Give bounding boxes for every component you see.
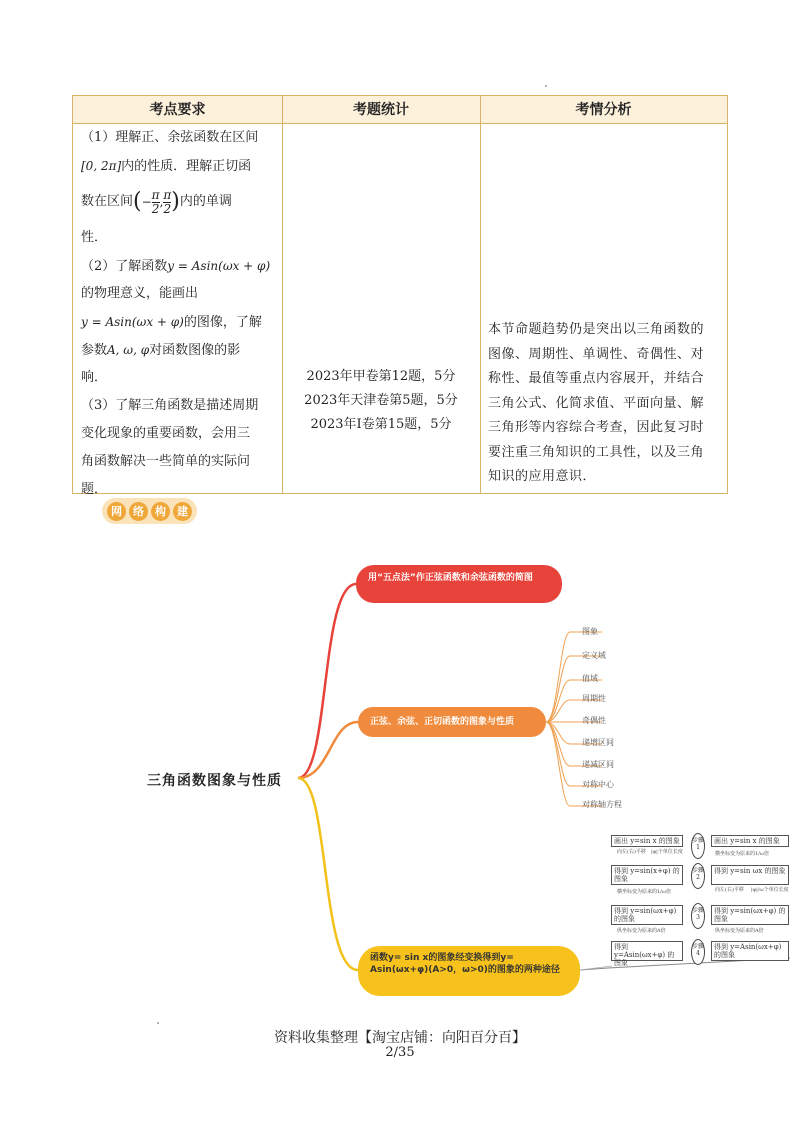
leaf-axis: 对称轴方程 bbox=[582, 800, 622, 809]
req-line bbox=[81, 124, 277, 152]
req-line bbox=[81, 224, 277, 252]
req-line bbox=[81, 420, 277, 448]
frac-den: 2 bbox=[163, 201, 172, 216]
req-line bbox=[81, 152, 277, 180]
scan-dot bbox=[545, 85, 547, 87]
stats-cell bbox=[283, 365, 479, 437]
step-right-3: 得到 y=sin(ωx+φ) 的图象 bbox=[711, 905, 789, 925]
req-text: 内的单调 bbox=[179, 194, 232, 209]
transform-steps bbox=[611, 833, 791, 971]
branch-five-point: 用“五点法”作正弦函数和余弦函数的简图 bbox=[356, 565, 562, 603]
req-line bbox=[81, 308, 277, 336]
req-text: 题． bbox=[81, 482, 108, 497]
frac-num: π bbox=[163, 187, 172, 202]
step-right-2: 得到 y=sin ωx 的图象 bbox=[711, 865, 789, 885]
analysis-line: 本节命题趋势仍是突出以三角函数的 bbox=[488, 322, 705, 337]
leaf-decreasing: 递减区间 bbox=[582, 760, 614, 769]
analysis-line: 要注重三角知识的工具性，以及三角 bbox=[488, 444, 705, 460]
req-line bbox=[81, 448, 277, 476]
leaf-parity: 奇偶性 bbox=[582, 716, 606, 725]
req-text: 变化现象的重要函数，会用三 bbox=[81, 426, 251, 441]
analysis-line: 称性、最值等重点内容展开，并结合 bbox=[488, 371, 705, 386]
badge-char: 络 bbox=[129, 502, 148, 521]
req-text: （2）了解函数 bbox=[81, 259, 168, 274]
frac-num: π bbox=[151, 187, 160, 202]
req-line bbox=[81, 336, 277, 364]
params-formula: A, ω, φ bbox=[107, 343, 150, 357]
step-label-4: 步骤4 bbox=[691, 939, 705, 965]
req-line bbox=[81, 364, 277, 392]
page-number: 2/35 bbox=[385, 1045, 415, 1060]
mindmap-center: 三角函数图象与性质 bbox=[147, 773, 282, 789]
fraction bbox=[152, 189, 160, 216]
note-left-shift-amount: |φ|个单位长度 bbox=[651, 849, 683, 855]
badge-char: 网 bbox=[107, 502, 126, 521]
step-label-2: 步骤2 bbox=[691, 863, 705, 889]
sin-formula: y = Asin(ωx + φ) bbox=[167, 259, 271, 273]
step-label-3: 步骤3 bbox=[691, 903, 705, 929]
analysis-cell bbox=[488, 318, 720, 490]
req-text: 内的性质．理解正切函 bbox=[121, 159, 252, 174]
req-line bbox=[81, 180, 277, 224]
req-text: 的图像，了解 bbox=[183, 315, 262, 330]
leaf-range: 值域 bbox=[582, 674, 598, 683]
exam-table bbox=[72, 95, 728, 497]
paren-right: ) bbox=[171, 189, 180, 214]
step-left-2: 得到 y=sin(x+φ) 的图象 bbox=[611, 865, 683, 885]
sin-formula: y = Asin(ωx + φ) bbox=[81, 315, 184, 329]
interval-formula: [0, 2π] bbox=[81, 159, 122, 173]
req-text: 对函数图像的影 bbox=[149, 343, 241, 358]
leaf-center: 对称中心 bbox=[582, 780, 614, 789]
note-right-shift: 向左(右)平移 bbox=[715, 887, 744, 893]
req-line bbox=[81, 280, 277, 308]
leaf-period: 周期性 bbox=[582, 694, 606, 703]
leaf-graph: 图象 bbox=[582, 627, 598, 636]
fraction bbox=[163, 189, 171, 216]
leaf-domain: 定义域 bbox=[582, 651, 606, 660]
req-line bbox=[81, 392, 277, 420]
req-text: 数在区间 bbox=[81, 194, 134, 209]
header-requirements: 考点要求 bbox=[149, 102, 206, 118]
requirements-cell bbox=[81, 124, 277, 504]
paren-left: ( bbox=[133, 189, 142, 214]
section-badge bbox=[102, 498, 197, 524]
column-divider bbox=[480, 96, 481, 493]
badge-char: 建 bbox=[173, 502, 192, 521]
note-left-shift: 向左(右)平移 bbox=[617, 849, 646, 855]
req-text: 参数 bbox=[81, 343, 108, 358]
stat-line: 2023年Ⅰ卷第15题，5分 bbox=[310, 417, 452, 432]
note-left-amplitude: 纵坐标变为原来的A倍 bbox=[617, 928, 666, 934]
step-left-3: 得到 y=sin(ωx+φ) 的图象 bbox=[611, 905, 683, 925]
req-text: 响． bbox=[81, 370, 108, 385]
comma: , bbox=[159, 195, 164, 209]
branch-transform: 函数y= sin x的图象经变换得到y= Asin(ωx+φ)(A>0，ω>0)的图象的两种途径 bbox=[358, 946, 580, 996]
footer-source: 资料收集整理【淘宝店铺：向阳百分百】 bbox=[274, 1030, 526, 1046]
step-right-4: 得到 y=Asin(ωx+φ) 的图象 bbox=[711, 941, 789, 961]
stat-line: 2023年天津卷第5题，5分 bbox=[304, 393, 458, 408]
step-left-1: 画出 y=sin x 的图象 bbox=[611, 835, 683, 847]
scan-dot bbox=[157, 1022, 159, 1024]
req-text: 角函数解决一些简单的实际问 bbox=[81, 454, 251, 469]
note-left-scale: 横坐标变为原来的1/ω倍 bbox=[617, 889, 671, 895]
branch-properties: 正弦、余弦、正切函数的图象与性质 bbox=[358, 707, 546, 737]
req-text: 的物理意义，能画出 bbox=[81, 286, 199, 301]
header-analysis: 考情分析 bbox=[575, 102, 632, 118]
step-left-4: 得到 y=Asin(ωx+φ) 的图象 bbox=[611, 941, 683, 961]
req-text: 性． bbox=[81, 230, 108, 245]
minus-sign: − bbox=[141, 195, 152, 209]
step-label-1: 步骤1 bbox=[691, 833, 705, 859]
leaf-increasing: 递增区间 bbox=[582, 738, 614, 747]
analysis-line: 三角形等内容综合考查，因此复习时 bbox=[488, 420, 705, 435]
note-right-amplitude: 纵坐标变为原来的A倍 bbox=[715, 928, 764, 934]
req-line bbox=[81, 252, 277, 280]
analysis-line: 知识的应用意识． bbox=[488, 469, 597, 484]
table-header bbox=[73, 96, 727, 124]
req-text: （3）了解三角函数是描述周期 bbox=[81, 398, 259, 413]
req-text: （1）理解正、余弦函数在区间 bbox=[81, 130, 259, 145]
badge-char: 构 bbox=[151, 502, 170, 521]
analysis-line: 图像、周期性、单调性、奇偶性、对 bbox=[488, 346, 705, 362]
header-stats: 考题统计 bbox=[353, 102, 409, 118]
note-right-scale: 横坐标变为原来的1/ω倍 bbox=[715, 851, 769, 857]
note-right-shift-amount: |φ|/ω个单位长度 bbox=[751, 887, 789, 893]
step-right-1: 画出 y=sin x 的图象 bbox=[711, 835, 789, 847]
stat-line: 2023年甲卷第12题，5分 bbox=[306, 369, 456, 384]
analysis-line: 三角公式、化简求值、平面向量、解 bbox=[488, 395, 705, 411]
frac-den: 2 bbox=[151, 201, 160, 216]
